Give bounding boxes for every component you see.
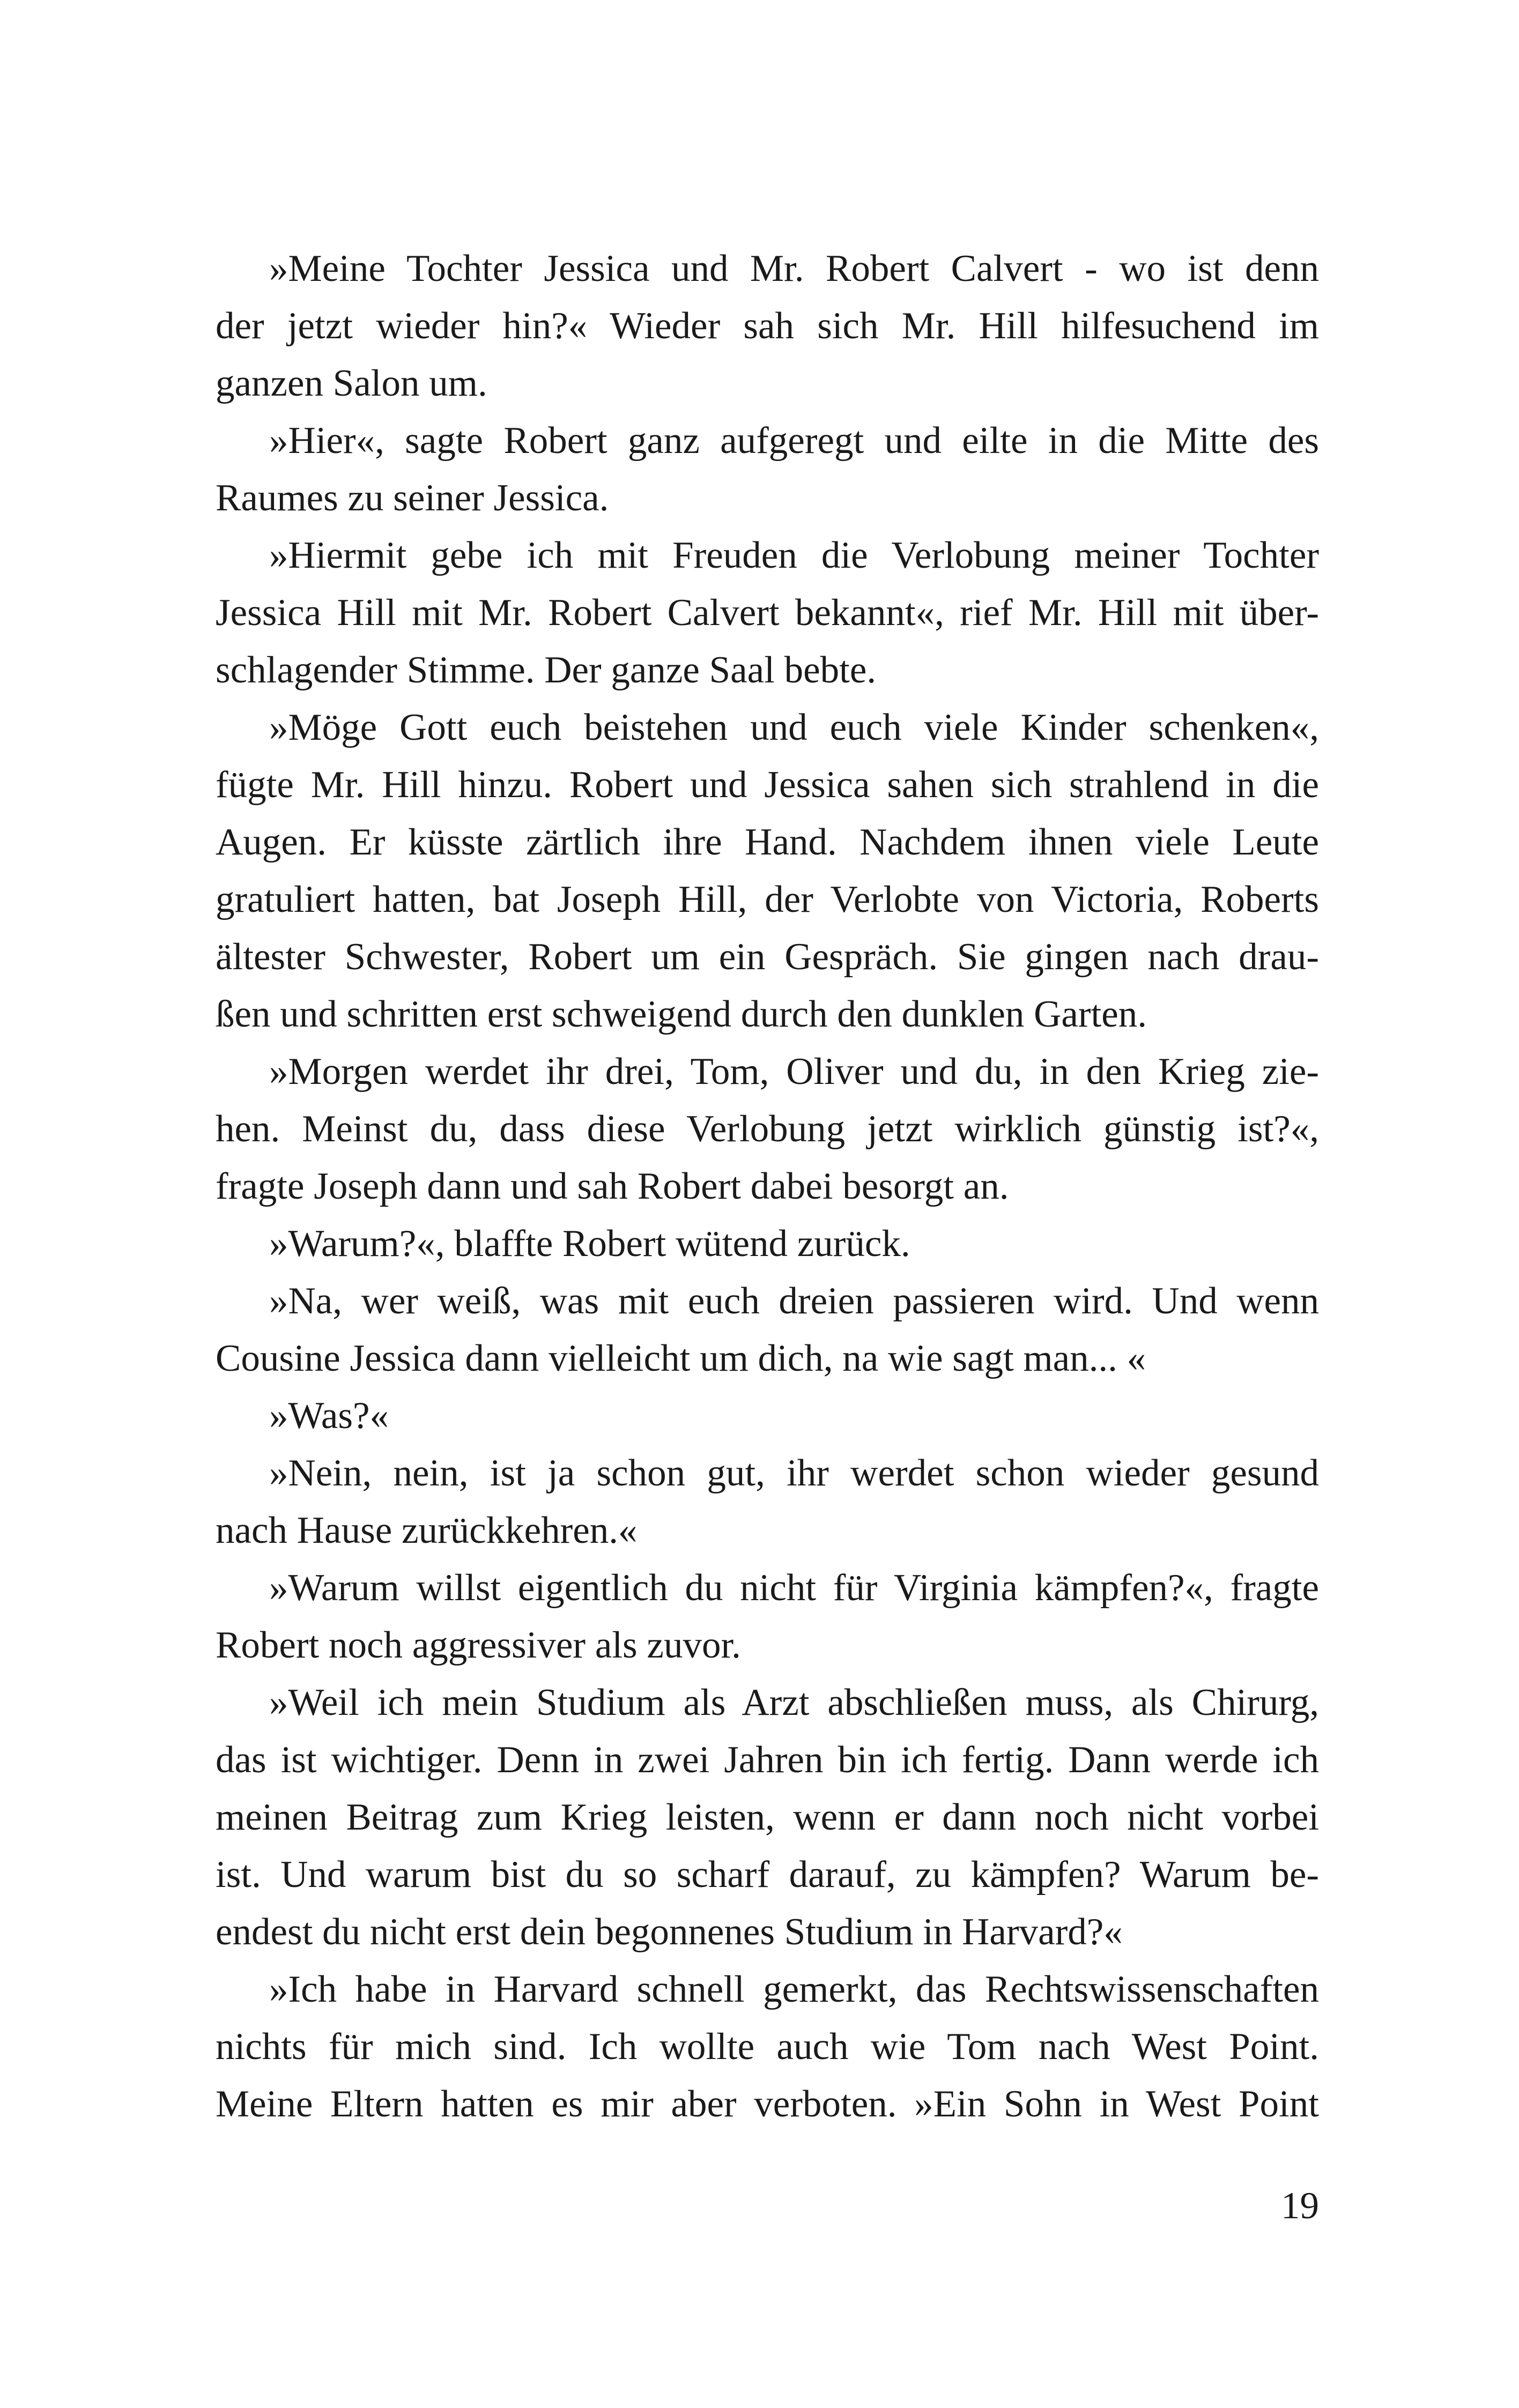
text-line: gratuliert hatten, bat Joseph Hill, der Verlobte von Victoria, Roberts <box>216 879 1319 920</box>
text-line: »Na, wer weiß, was mit euch dreien passieren wird. Und wenn <box>269 1280 1319 1322</box>
body-text <box>216 240 1319 2133</box>
text-line: das ist wichtiger. Denn in zwei Jahren bin ich fertig. Dann werde ich <box>216 1739 1319 1781</box>
text-line: »Nein, nein, ist ja schon gut, ihr werdet schon wieder gesund <box>269 1452 1319 1494</box>
text-line: Jessica Hill mit Mr. Robert Calvert bekannt«, rief Mr. Hill mit über- <box>216 592 1319 634</box>
text-line: schlagender Stimme. Der ganze Saal bebte. <box>216 649 877 691</box>
text-line: ganzen Salon um. <box>216 362 487 404</box>
page-number: 19 <box>1281 2185 1319 2227</box>
text-line: »Hiermit gebe ich mit Freuden die Verlobung meiner Tochter <box>269 534 1319 576</box>
text-line: »Warum willst eigentlich du nicht für Virginia kämpfen?«, fragte <box>269 1567 1319 1609</box>
text-line: ist. Und warum bist du so scharf darauf, zu kämpfen? Warum be- <box>216 1854 1319 1896</box>
text-line: »Morgen werdet ihr drei, Tom, Oliver und du, in den Krieg zie- <box>269 1051 1319 1092</box>
text-line: nichts für mich sind. Ich wollte auch wie Tom nach West Point. <box>216 2026 1319 2068</box>
text-line: Cousine Jessica dann vielleicht um dich, na wie sagt man... « <box>216 1337 1146 1379</box>
text-line: »Was?« <box>269 1395 389 1437</box>
text-line: »Ich habe in Harvard schnell gemerkt, das Rechtswissenschaften <box>269 1968 1319 2010</box>
text-line: fragte Joseph dann und sah Robert dabei besorgt an. <box>216 1165 1009 1207</box>
text-line: endest du nicht erst dein begonnenes Studium in Harvard?« <box>216 1911 1123 1953</box>
text-line: »Weil ich mein Studium als Arzt abschließen muss, als Chirurg, <box>269 1682 1319 1723</box>
text-line: Robert noch aggressiver als zuvor. <box>216 1624 741 1666</box>
text-line: der jetzt wieder hin?« Wieder sah sich Mr. Hill hilfesuchend im <box>216 305 1319 347</box>
text-line: »Hier«, sagte Robert ganz aufgeregt und eilte in die Mitte des <box>269 420 1319 462</box>
text-line: hen. Meinst du, dass diese Verlobung jetzt wirklich günstig ist?«, <box>216 1108 1319 1150</box>
text-line: Meine Eltern hatten es mir aber verboten. »Ein Sohn in West Point <box>216 2083 1319 2125</box>
text-line: »Möge Gott euch beistehen und euch viele Kinder schenken«, <box>269 707 1319 748</box>
text-line: ältester Schwester, Robert um ein Gespräch. Sie gingen nach drau- <box>216 936 1319 978</box>
text-line: ßen und schritten erst schweigend durch den dunklen Garten. <box>216 993 1147 1035</box>
text-line: nach Hause zurückkehren.« <box>216 1510 638 1551</box>
text-line: meinen Beitrag zum Krieg leisten, wenn er dann noch nicht vorbei <box>216 1796 1319 1838</box>
text-line: Augen. Er küsste zärtlich ihre Hand. Nachdem ihnen viele Leute <box>216 821 1319 863</box>
text-line: fügte Mr. Hill hinzu. Robert und Jessica sahen sich strahlend in die <box>216 764 1319 806</box>
text-line: »Warum?«, blaffte Robert wütend zurück. <box>269 1223 910 1265</box>
text-line: »Meine Tochter Jessica und Mr. Robert Calvert - wo ist denn <box>269 248 1319 289</box>
text-line: Raumes zu seiner Jessica. <box>216 477 609 519</box>
